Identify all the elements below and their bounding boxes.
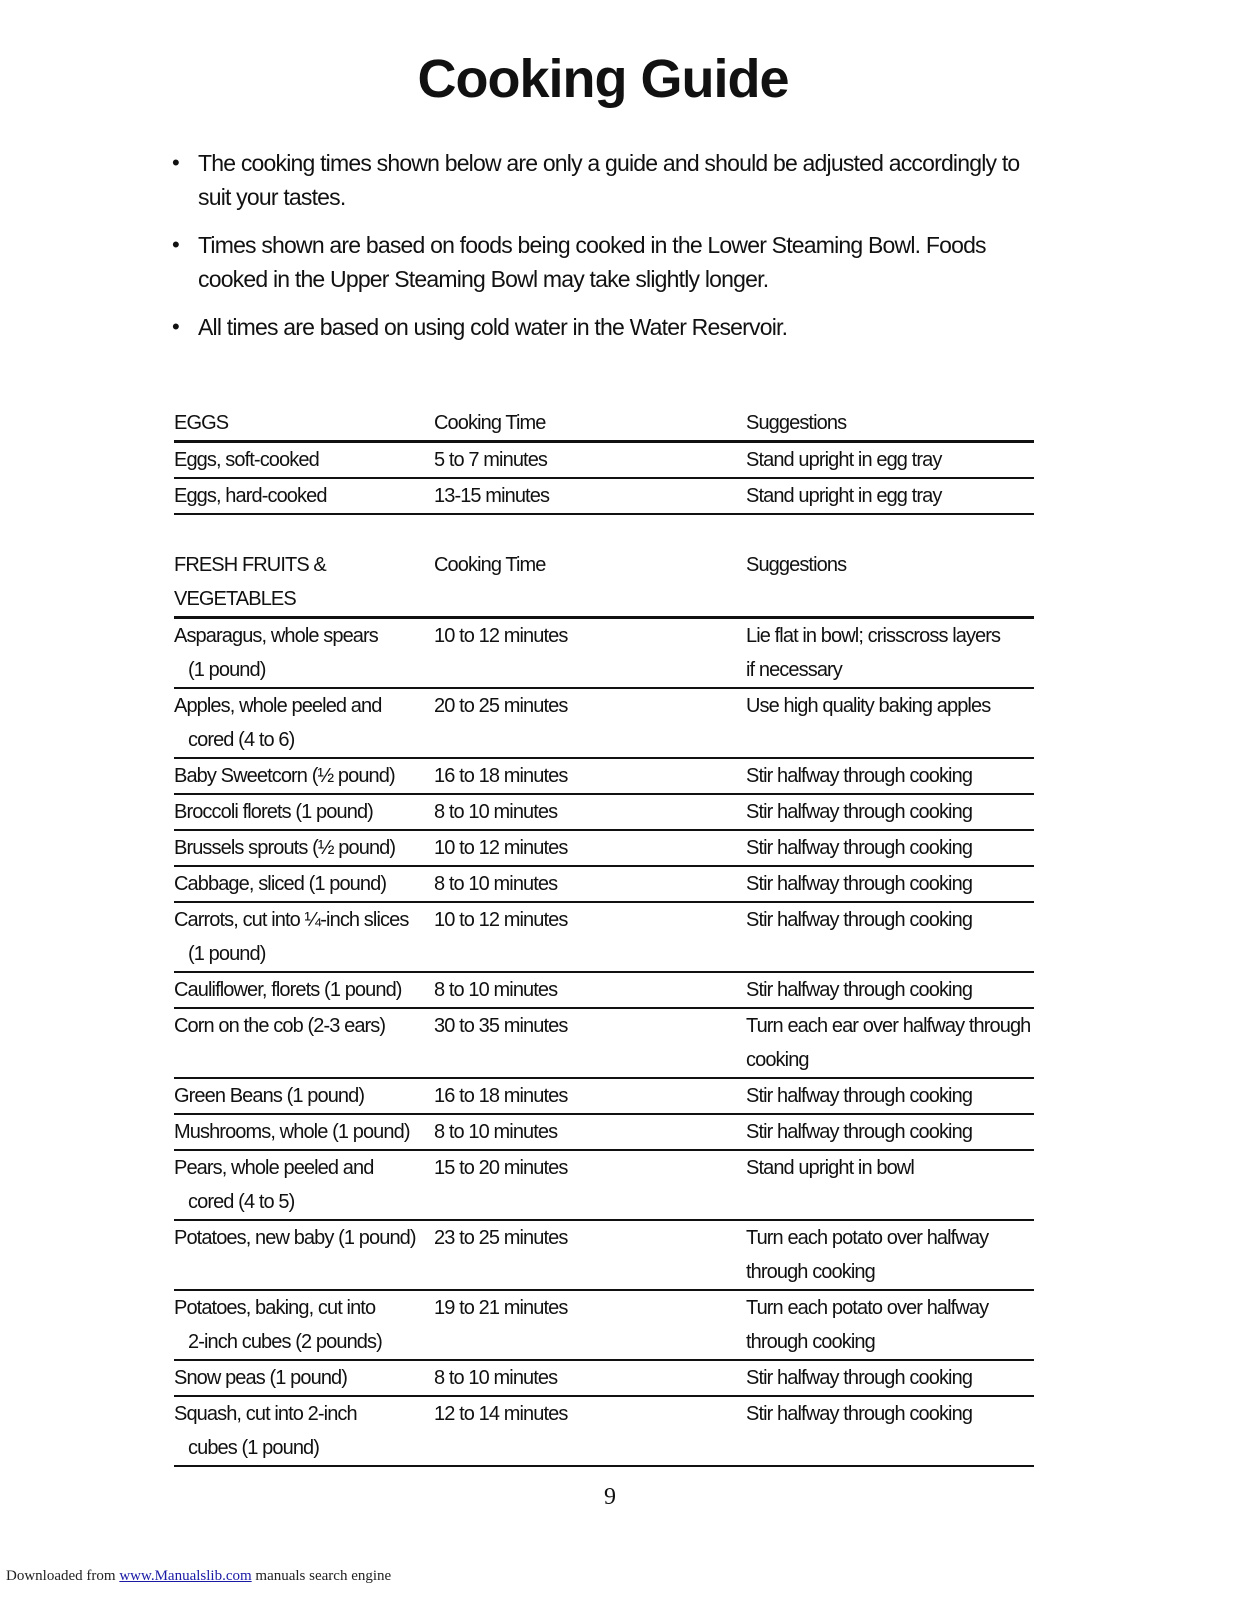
cooking-time: 15 to 20 minutes	[434, 1157, 568, 1179]
food-name-cont: (1 pound)	[188, 943, 266, 965]
suggestion-cell	[746, 1151, 1034, 1185]
table-row	[174, 1079, 1034, 1115]
table-row	[174, 689, 1034, 759]
footer	[6, 1568, 391, 1585]
cooking-time: 5 to 7 minutes	[434, 449, 548, 471]
cooking-time: 10 to 12 minutes	[434, 625, 568, 647]
suggestion-cell	[746, 1079, 1034, 1113]
bullet-icon: •	[172, 232, 179, 257]
food-name-cont: cubes (1 pound)	[188, 1437, 320, 1459]
suggestion-cell	[746, 1221, 1034, 1289]
footer-prefix: Downloaded from	[6, 1568, 120, 1584]
suggestion-cell	[746, 867, 1034, 901]
cooking-time: 13-15 minutes	[434, 485, 550, 507]
suggestion: Stir halfway through cooking	[746, 1121, 973, 1143]
table-row	[174, 1009, 1034, 1079]
table-row	[174, 759, 1034, 795]
suggestion: Stir halfway through cooking	[746, 801, 973, 823]
table-row	[174, 1291, 1034, 1361]
food-name-cont: 2-inch cubes (2 pounds)	[188, 1331, 382, 1353]
suggestion-cont: cooking	[746, 1049, 809, 1071]
suggestion-cell	[746, 1397, 1034, 1431]
suggestion-cell	[746, 443, 1034, 477]
table-row	[174, 1115, 1034, 1151]
food-name: Asparagus, whole spears	[174, 625, 378, 647]
table-row	[174, 1361, 1034, 1397]
food-cell	[174, 1221, 434, 1255]
table-header-row	[174, 548, 1034, 619]
food-name: Green Beans (1 pound)	[174, 1085, 365, 1107]
food-cell	[174, 867, 434, 901]
food-cell	[174, 1079, 434, 1113]
suggestion: Turn each potato over halfway	[746, 1227, 989, 1249]
cooking-time: 8 to 10 minutes	[434, 801, 558, 823]
food-name: Eggs, soft-cooked	[174, 449, 319, 471]
suggestion-cont: if necessary	[746, 659, 842, 681]
food-cell	[174, 689, 434, 757]
column-header: FRESH FRUITS & VEGETABLES	[174, 554, 326, 610]
column-header: Cooking Time	[434, 554, 546, 576]
food-cell	[174, 973, 434, 1007]
food-name: Mushrooms, whole (1 pound)	[174, 1121, 410, 1143]
page-title: Cooking Guide	[417, 49, 789, 109]
note-text: All times are based on using cold water in the Water Reservoir.	[198, 314, 788, 340]
suggestion-cell	[746, 1115, 1034, 1149]
suggestion: Lie flat in bowl; crisscross layers	[746, 625, 1001, 647]
table-row	[174, 795, 1034, 831]
notes-list	[170, 146, 1050, 358]
table-row	[174, 867, 1034, 903]
food-cell	[174, 795, 434, 829]
table-row	[174, 973, 1034, 1009]
suggestion-cell	[746, 759, 1034, 793]
table-header-row	[174, 406, 1034, 443]
suggestion: Stir halfway through cooking	[746, 1085, 973, 1107]
cooking-time: 16 to 18 minutes	[434, 765, 568, 787]
food-cell	[174, 903, 434, 971]
table-row	[174, 1397, 1034, 1467]
table-row	[174, 831, 1034, 867]
food-name: Cauliflower, florets (1 pound)	[174, 979, 402, 1001]
table-row	[174, 1151, 1034, 1221]
food-name-cont: cored (4 to 5)	[188, 1191, 295, 1213]
suggestion: Stir halfway through cooking	[746, 873, 973, 895]
food-cell	[174, 759, 434, 793]
cooking-time: 16 to 18 minutes	[434, 1085, 568, 1107]
cooking-time: 8 to 10 minutes	[434, 1367, 558, 1389]
food-name: Potatoes, baking, cut into	[174, 1297, 376, 1319]
table-row	[174, 619, 1034, 689]
column-header: Suggestions	[746, 554, 847, 576]
suggestion-cell	[746, 619, 1034, 687]
note-item	[170, 228, 1050, 296]
cooking-time: 30 to 35 minutes	[434, 1015, 568, 1037]
suggestion: Stir halfway through cooking	[746, 837, 973, 859]
suggestion-cell	[746, 1361, 1034, 1395]
table-row	[174, 443, 1034, 479]
food-cell	[174, 831, 434, 865]
produce-table	[174, 548, 1034, 1467]
cooking-time: 12 to 14 minutes	[434, 1403, 568, 1425]
food-name: Corn on the cob (2-3 ears)	[174, 1015, 386, 1037]
food-name: Apples, whole peeled and	[174, 695, 382, 717]
food-cell	[174, 1397, 434, 1465]
suggestion-cell	[746, 831, 1034, 865]
eggs-table	[174, 406, 1034, 515]
cooking-time: 23 to 25 minutes	[434, 1227, 568, 1249]
suggestion: Stir halfway through cooking	[746, 909, 973, 931]
suggestion-cell	[746, 903, 1034, 937]
note-text: The cooking times shown below are only a guide and should be adjusted accordingly to suit your tastes.	[198, 150, 1020, 210]
food-name-cont: (1 pound)	[188, 659, 266, 681]
suggestion-cell	[746, 689, 1034, 723]
cooking-time: 19 to 21 minutes	[434, 1297, 568, 1319]
page-number: 9	[604, 1484, 616, 1510]
column-header: Suggestions	[746, 412, 847, 434]
food-name: Cabbage, sliced (1 pound)	[174, 873, 387, 895]
food-cell	[174, 479, 434, 513]
note-item	[170, 146, 1050, 214]
footer-link[interactable]: www.Manualslib.com	[119, 1568, 252, 1584]
suggestion-cont: through cooking	[746, 1331, 875, 1353]
food-cell	[174, 1291, 434, 1359]
food-name: Brussels sprouts (½ pound)	[174, 837, 396, 859]
cooking-time: 8 to 10 minutes	[434, 1121, 558, 1143]
suggestion: Turn each ear over halfway through	[746, 1015, 1031, 1037]
note-text: Times shown are based on foods being cooked in the Lower Steaming Bowl. Foods cooked in the Upper Steaming Bowl may take slightly longer.	[198, 232, 986, 292]
suggestion: Stir halfway through cooking	[746, 1403, 973, 1425]
food-cell	[174, 1009, 434, 1043]
food-cell	[174, 1115, 434, 1149]
suggestion: Stir halfway through cooking	[746, 979, 973, 1001]
food-name: Squash, cut into 2-inch	[174, 1403, 357, 1425]
cooking-time: 10 to 12 minutes	[434, 909, 568, 931]
suggestion: Turn each potato over halfway	[746, 1297, 989, 1319]
table-row	[174, 479, 1034, 515]
suggestion-cell	[746, 795, 1034, 829]
food-name: Eggs, hard-cooked	[174, 485, 327, 507]
cooking-time: 10 to 12 minutes	[434, 837, 568, 859]
suggestion: Stand upright in egg tray	[746, 485, 942, 507]
cooking-time: 8 to 10 minutes	[434, 873, 558, 895]
suggestion-cell	[746, 973, 1034, 1007]
suggestion: Stir halfway through cooking	[746, 765, 973, 787]
food-cell	[174, 619, 434, 687]
food-name: Potatoes, new baby (1 pound)	[174, 1227, 416, 1249]
table-row	[174, 903, 1034, 973]
food-cell	[174, 1361, 434, 1395]
suggestion-cell	[746, 479, 1034, 513]
cooking-time: 8 to 10 minutes	[434, 979, 558, 1001]
bullet-icon: •	[172, 314, 179, 339]
suggestion: Stand upright in bowl	[746, 1157, 914, 1179]
food-cell	[174, 1151, 434, 1219]
food-name: Baby Sweetcorn (½ pound)	[174, 765, 395, 787]
table-row	[174, 1221, 1034, 1291]
suggestion-cell	[746, 1291, 1034, 1359]
food-name: Broccoli florets (1 pound)	[174, 801, 373, 823]
column-header: EGGS	[174, 412, 229, 434]
food-name-cont: cored (4 to 6)	[188, 729, 295, 751]
suggestion-cont: through cooking	[746, 1261, 875, 1283]
suggestion: Use high quality baking apples	[746, 695, 991, 717]
note-item	[170, 310, 1050, 344]
column-header: Cooking Time	[434, 412, 546, 434]
food-name: Pears, whole peeled and	[174, 1157, 374, 1179]
suggestion: Stir halfway through cooking	[746, 1367, 973, 1389]
food-name: Carrots, cut into ¼-inch slices	[174, 909, 409, 931]
food-cell	[174, 443, 434, 477]
suggestion: Stand upright in egg tray	[746, 449, 942, 471]
cooking-time: 20 to 25 minutes	[434, 695, 568, 717]
food-name: Snow peas (1 pound)	[174, 1367, 348, 1389]
bullet-icon: •	[172, 150, 179, 175]
footer-suffix: manuals search engine	[251, 1568, 392, 1584]
suggestion-cell	[746, 1009, 1034, 1077]
